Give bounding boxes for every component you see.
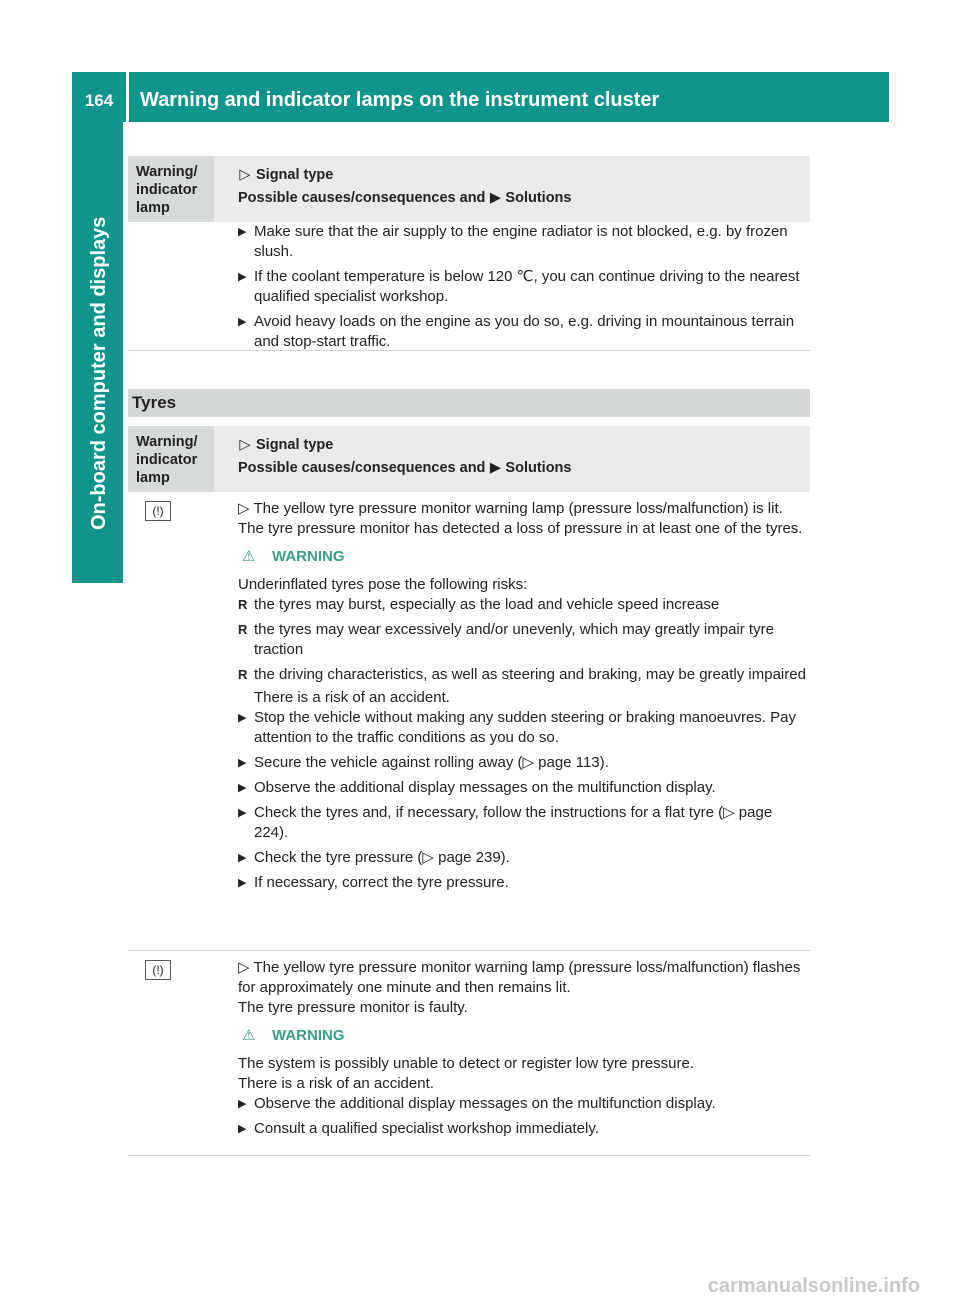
divider: [128, 350, 810, 351]
list-item: R the tyres may wear excessively and/or unevenly, which may greatly impair tyre traction: [238, 621, 774, 658]
causes-label: Possible causes/consequences and: [238, 190, 486, 206]
bullet-icon: R: [238, 667, 248, 682]
filled-triangle-icon: ▶: [489, 190, 501, 206]
lamp-header-label: Warning/ indicator lamp: [136, 164, 198, 216]
section-header: [128, 389, 810, 417]
causes-header: [238, 459, 571, 477]
warning-triangle-icon: ⚠: [242, 548, 256, 565]
tyre-pressure-lamp-icon: (!): [145, 960, 171, 980]
cause-text: The tyre pressure monitor has detected a loss of pressure in at least one of the tyres.: [238, 520, 803, 537]
top-block: [238, 222, 806, 357]
list-item: ▶ Check the tyre pressure (▷ page 239).: [238, 849, 510, 866]
open-triangle-icon: ▷: [238, 500, 254, 517]
row2-content: [238, 958, 806, 1144]
open-triangle-icon: ▷: [238, 959, 254, 976]
signal-text: The yellow tyre pressure monitor warning lamp (pressure loss/malfunction) is lit.: [253, 500, 783, 517]
section-title: Tyres: [132, 393, 177, 412]
action-arrow-icon: ▶: [238, 271, 247, 283]
table-header: [128, 156, 810, 222]
watermark: carmanualsonline.info: [707, 1275, 920, 1297]
causes-header: [238, 189, 571, 207]
signal-text: The yellow tyre pressure monitor warning lamp (pressure loss/malfunction) flashes for approximately one minute and then remains lit.: [238, 959, 801, 996]
causes-label: Possible causes/consequences and: [238, 460, 486, 476]
table-header: [128, 426, 810, 492]
cause-text: The tyre pressure monitor is faulty.: [238, 999, 468, 1016]
action-arrow-icon: ▶: [238, 712, 247, 724]
open-triangle-icon: ▷: [239, 167, 251, 183]
list-item: ▶ Make sure that the air supply to the engine radiator is not blocked, e.g. by frozen slush.: [238, 223, 788, 260]
list-item: ▶ Check the tyres and, if necessary, follow the instructions for a flat tyre (▷ page 224).: [238, 804, 773, 841]
divider: [128, 1155, 810, 1156]
warning-triangle-icon: ⚠: [242, 1027, 256, 1044]
page-title: Warning and indicator lamps on the instrument cluster: [140, 89, 660, 111]
list-item: ▶ Secure the vehicle against rolling away (▷ page 113).: [238, 754, 609, 771]
solutions-label: Solutions: [505, 460, 572, 476]
risk-note: There is a risk of an accident.: [238, 1075, 434, 1092]
solutions-label: Solutions: [505, 190, 572, 206]
warning-heading: ⚠ WARNING: [242, 548, 345, 565]
list-item: ▶ Consult a qualified specialist workshop immediately.: [238, 1120, 599, 1137]
tyre-pressure-lamp-icon: (!): [145, 501, 171, 521]
list-item: ▶ Observe the additional display messages on the multifunction display.: [238, 1095, 716, 1112]
action-arrow-icon: ▶: [238, 807, 247, 819]
open-triangle-icon: ▷: [239, 437, 251, 453]
list-item: R the driving characteristics, as well as steering and braking, may be greatly impaired: [238, 666, 806, 683]
warning-heading: ⚠ WARNING: [242, 1027, 345, 1044]
divider: [128, 950, 810, 951]
list-item: ▶ Stop the vehicle without making any sudden steering or braking manoeuvres. Pay attention to the traffic conditions as you do so.: [238, 709, 796, 746]
action-arrow-icon: ▶: [238, 1098, 247, 1110]
bullet-icon: R: [238, 622, 248, 637]
bullet-icon: R: [238, 597, 248, 612]
action-arrow-icon: ▶: [238, 757, 247, 769]
action-arrow-icon: ▶: [238, 877, 247, 889]
page-number: 164: [84, 91, 114, 110]
signal-type-label: Signal type: [256, 437, 334, 453]
list-item: ▶ Avoid heavy loads on the engine as you do so, e.g. driving in mountainous terrain and stop-start traffic.: [238, 313, 795, 350]
action-arrow-icon: ▶: [238, 226, 247, 238]
filled-triangle-icon: ▶: [489, 460, 501, 476]
row1-content: [238, 499, 806, 898]
side-tab-label: On-board computer and displays: [88, 216, 110, 530]
list-item: ▶ If the coolant temperature is below 120 ℃, you can continue driving to the nearest qualified specialist workshop.: [238, 268, 800, 305]
action-arrow-icon: ▶: [238, 316, 247, 328]
action-arrow-icon: ▶: [238, 782, 247, 794]
lamp-column-header: [128, 156, 214, 222]
action-arrow-icon: ▶: [238, 1123, 247, 1135]
warning-text: The system is possibly unable to detect or register low tyre pressure.: [238, 1055, 695, 1072]
risk-intro: Underinflated tyres pose the following risks:: [238, 576, 528, 593]
signal-type-label: Signal type: [256, 167, 334, 183]
signal-type-header: [238, 436, 333, 454]
risk-note: There is a risk of an accident.: [254, 689, 450, 706]
signal-type-header: [238, 166, 333, 184]
header-divider: [126, 72, 129, 122]
action-arrow-icon: ▶: [238, 852, 247, 864]
lamp-header-label: Warning/ indicator lamp: [136, 434, 198, 486]
list-item: R the tyres may burst, especially as the load and vehicle speed increase: [238, 596, 720, 613]
list-item: ▶ Observe the additional display messages on the multifunction display.: [238, 779, 716, 796]
lamp-column-header: [128, 426, 214, 492]
list-item: ▶ If necessary, correct the tyre pressure.: [238, 874, 509, 891]
